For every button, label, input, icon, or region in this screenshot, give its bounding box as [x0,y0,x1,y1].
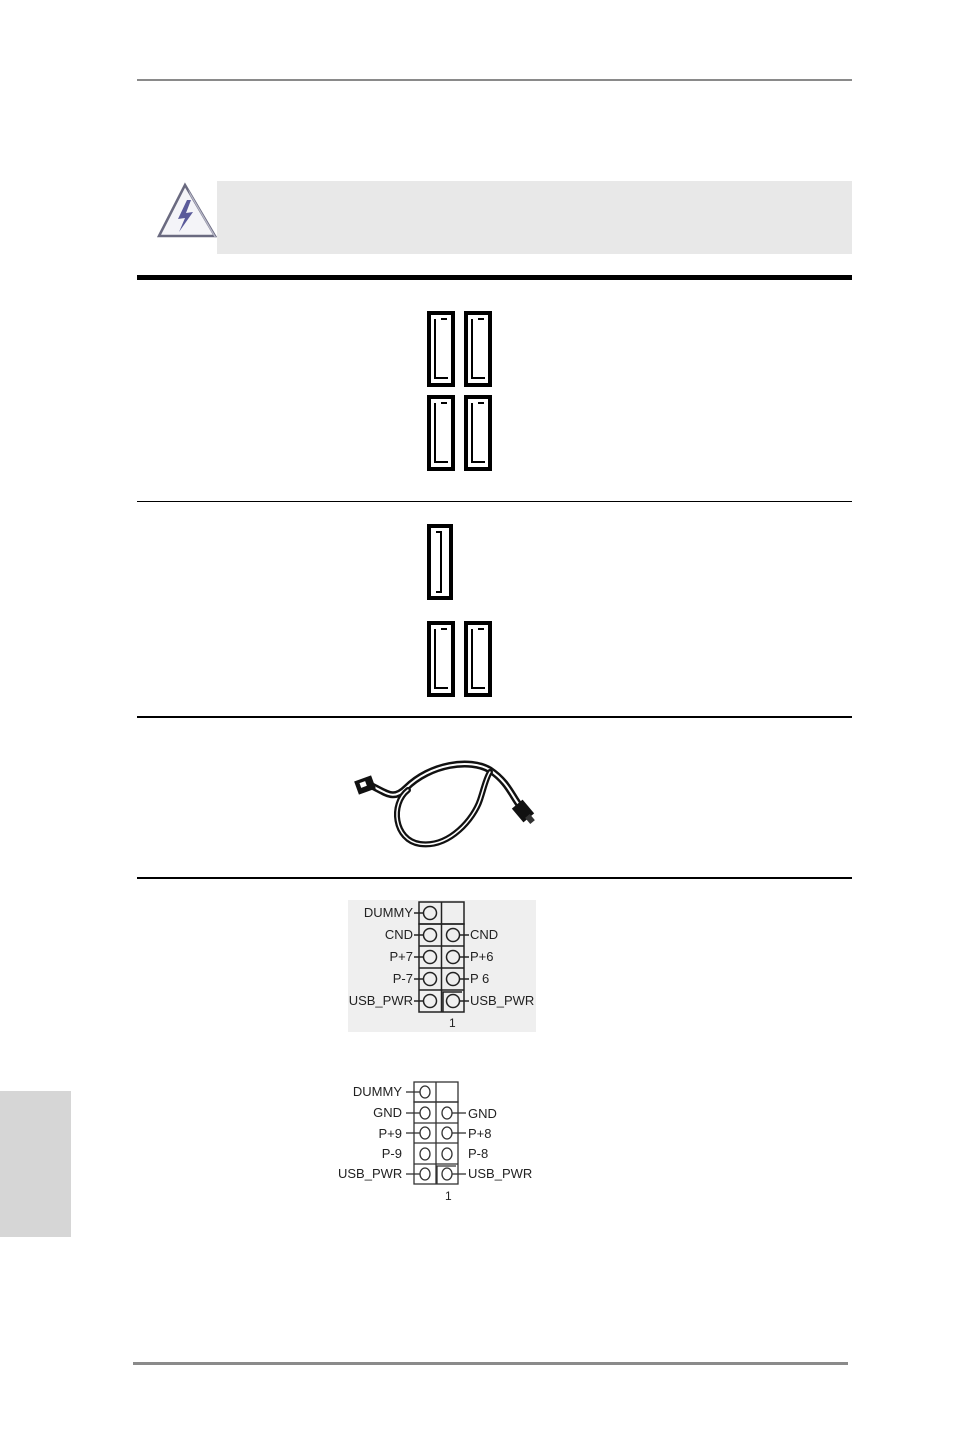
pin-label-dummy: DUMMY [363,905,413,920]
pin-label-left: USB_PWR [338,1166,403,1181]
section-divider-2 [137,716,852,718]
sata-connector-icon [466,313,490,385]
pin-label-right: P 6 [470,971,490,986]
usb-header-2-diagram [338,1078,534,1204]
pin-label-left: P-9 [381,1146,402,1161]
section-top-rule [137,275,852,280]
sata-connector-icon [429,397,453,469]
warning-note-box [217,181,852,254]
sata-cable-icon [350,760,545,852]
pin-label-left: USB_PWR [348,993,413,1008]
pin-1-marker: 1 [449,1016,456,1030]
pin-label-left: CND [384,927,413,942]
pin-label-dummy: DUMMY [352,1084,402,1099]
section-divider-1 [137,501,852,502]
pin-label-left: P+7 [389,949,413,964]
sata-connector-icon [466,623,490,695]
pin-label-right: P-8 [468,1146,489,1161]
pin-label-left: P-7 [392,971,413,986]
side-language-tab [0,1091,71,1237]
footer-rule [133,1362,848,1365]
pin-label-right: P+8 [468,1126,492,1141]
sata-connector-group-1 [426,310,496,474]
sata-connector-icon [466,397,490,469]
pin-label-right: USB_PWR [470,993,535,1008]
usb-header-1-diagram [348,900,536,1032]
sata-connector-group-2 [426,522,496,700]
pin-label-right: P+6 [470,949,494,964]
pin-label-left: P+9 [378,1126,402,1141]
pin-1-marker: 1 [445,1189,452,1203]
pin-label-right: CND [470,927,499,942]
sata-connector-icon [429,313,453,385]
sata-connector-icon [429,623,453,695]
pin-label-right: GND [468,1106,497,1121]
pin-label-left: GND [373,1105,402,1120]
section-divider-3 [137,877,852,879]
sata-connector-icon [429,526,451,598]
header-rule [137,79,852,81]
warning-triangle-icon [157,182,219,240]
pin-label-right: USB_PWR [468,1166,533,1181]
